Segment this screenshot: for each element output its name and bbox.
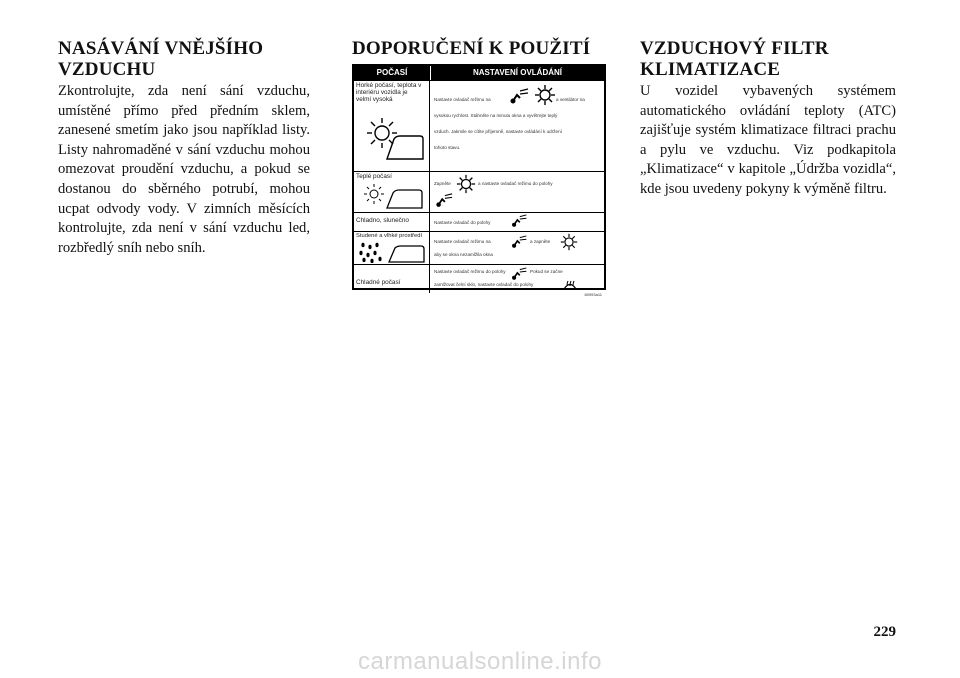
weather-cell (354, 265, 430, 293)
weather-label: Chladno, slunečno (356, 217, 409, 224)
table-header (354, 66, 604, 80)
setting-text: a zapněte (530, 239, 551, 244)
ac-snowflake-icon (534, 84, 556, 106)
setting-text: Pokud se začne (530, 269, 563, 274)
windshield-icon (384, 188, 424, 210)
mode-vent-icon (434, 192, 454, 210)
watermark: carmanualsonline.info (358, 648, 602, 675)
table-row (354, 231, 604, 264)
sun-icon (362, 182, 386, 206)
windshield-icon (386, 244, 426, 264)
defrost-icon (562, 277, 578, 291)
section-title-line1: NASÁVÁNÍ VNĚJŠÍHO (58, 38, 264, 59)
weather-cell (354, 172, 430, 212)
setting-text: vzduch. Jakmile se cítíte příjemně, nastavte ovládání k udržení (434, 129, 562, 134)
settings-cell (430, 81, 604, 171)
setting-text: tohoto stavu. (434, 145, 461, 150)
weather-cell (354, 81, 430, 171)
section-usage-recommendations (352, 38, 608, 59)
windshield-icon (384, 133, 426, 163)
climate-settings-table (352, 64, 606, 297)
weather-label: Studené a vlhké prostředí (356, 233, 423, 239)
weather-cell (354, 232, 430, 264)
ac-snowflake-icon (560, 233, 578, 251)
section-body: U vozidel vybavených systémem automatického ovládání teploty (ATC) zajišťuje systém klimatizace filtraci prachu a pylu ve vzduchu. Viz podkapitola „Klimatizace“ v kapitole „Údržba vozidla“, kde jsou uvedeny pokyny k výměně filtru. (640, 83, 896, 197)
ac-snowflake-icon (456, 174, 476, 194)
setting-text: vysokou rychlost. Stáhněte na minutu okna a vyvětrejte teplý (434, 113, 558, 118)
table-row (354, 80, 604, 171)
section-body: Zkontrolujte, zda není sání vzduchu, umístěné přímo před předním sklem, zanesené smetím jako jsou například listy. Listy nahromaděné v sání vzduchu mohou omezovat proudění vzduchu, a pokud se dostanou do sběrného potrubí, mohou ucpat odvody vody. V zimních měsících kontrolujte, zda není v sání vzduchu led, rozbředlý sníh nebo sníh. (58, 83, 310, 256)
settings-cell (430, 265, 604, 293)
section-title-line2: KLIMATIZACE (640, 59, 781, 80)
setting-text: Zapněte (434, 181, 451, 186)
setting-text: Nastavte ovladač režimu na (434, 239, 491, 244)
section-title (58, 38, 310, 80)
weather-cell (354, 213, 430, 231)
setting-text: Nastavte ovladač režimu do polohy (434, 269, 506, 274)
weather-label: Chladné počasí (356, 279, 401, 286)
section-outside-air-intake (58, 38, 310, 258)
page-number: 229 (873, 624, 896, 640)
setting-text: Nastavte ovladač režimu na (434, 97, 491, 102)
header-settings: NASTAVENÍ OVLÁDÁNÍ (472, 68, 563, 77)
setting-text: zamlžovat čelní sklo, nastavte ovladač do polohy (434, 282, 534, 287)
table-row (354, 212, 604, 231)
setting-text: Nastavte ovladač do polohy (434, 220, 491, 225)
settings-cell (430, 213, 604, 231)
settings-cell (430, 172, 604, 212)
section-air-filter (640, 38, 896, 200)
mode-vent-icon (510, 213, 528, 230)
table-row (354, 171, 604, 212)
settings-cell (430, 232, 604, 264)
figure-code: 80993a11 (584, 292, 602, 297)
table-row (354, 264, 604, 293)
header-weather: POČASÍ (354, 66, 431, 80)
weather-label: Horké počasí, teplota v interiéru vozidla je velmi vysoká (356, 82, 422, 103)
section-title: DOPORUČENÍ K POUŽITÍ (352, 38, 591, 59)
section-title-line1: VZDUCHOVÝ FILTR (640, 38, 829, 59)
setting-text: aby se okna nezamlžila okna (434, 252, 493, 257)
section-title-line2: VZDUCHU (58, 59, 156, 80)
weather-label: Teplé počasí (356, 173, 392, 180)
raindrops-icon (358, 241, 384, 263)
setting-text: a nastavte ovladač režimu do polohy (478, 181, 553, 186)
mode-vent-icon (508, 87, 530, 107)
mode-vent-icon (510, 234, 528, 251)
setting-text: a ventilátor na (556, 97, 585, 102)
section-title (640, 38, 896, 80)
